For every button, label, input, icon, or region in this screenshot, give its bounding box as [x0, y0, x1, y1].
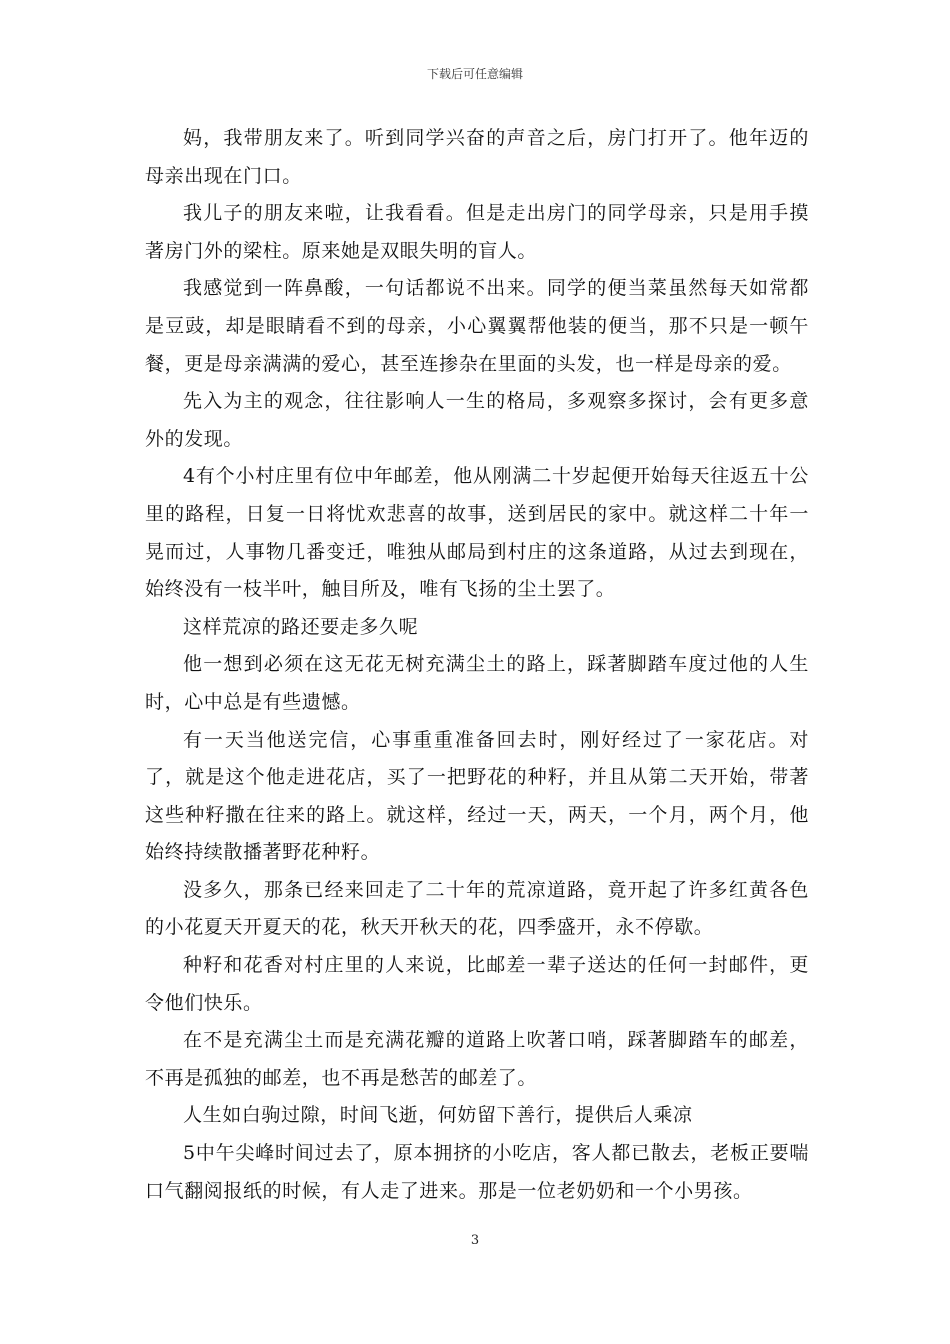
document-body [145, 120, 809, 1210]
paragraph: 这样荒凉的路还要走多久呢 [183, 615, 419, 638]
paragraph: 他一想到必须在这无花无树充满尘土的路上，踩著脚踏车度过他的人生时，心中总是有些遗憾。 [145, 653, 809, 713]
paragraph: 我儿子的朋友来啦，让我看看。但是走出房门的同学母亲，只是用手摸著房门外的梁柱。原来她是双眼失明的盲人。 [145, 202, 809, 262]
page-number: 3 [470, 1233, 480, 1248]
paragraph: 妈，我带朋友来了。听到同学兴奋的声音之后，房门打开了。他年迈的母亲出现在门口。 [145, 127, 809, 187]
paragraph: 5中午尖峰时间过去了，原本拥挤的小吃店，客人都已散去，老板正要喘口气翻阅报纸的时候，有人走了进来。那是一位老奶奶和一个小男孩。 [145, 1142, 809, 1202]
paragraph: 4有个小村庄里有位中年邮差，他从刚满二十岁起便开始每天往返五十公里的路程，日复一日将忧欢悲喜的故事，送到居民的家中。就这样二十年一晃而过，人事物几番变迁，唯独从邮局到村庄的这条道路，从过去到现在，始终没有一枝半叶，触目所及，唯有飞扬的尘土罢了。 [145, 465, 809, 601]
paragraph: 人生如白驹过隙，时间飞逝，何妨留下善行，提供后人乘凉 [183, 1104, 693, 1127]
paragraph: 有一天当他送完信，心事重重准备回去时，刚好经过了一家花店。对了，就是这个他走进花店，买了一把野花的种籽，并且从第二天开始，带著这些种籽撒在往来的路上。就这样，经过一天，两天，一个月，两个月，他始终持续散播著野花种籽。 [145, 728, 809, 864]
paragraph: 在不是充满尘土而是充满花瓣的道路上吹著口哨，踩著脚踏车的邮差，不再是孤独的邮差，也不再是愁苦的邮差了。 [145, 1029, 809, 1089]
paragraph: 种籽和花香对村庄里的人来说，比邮差一辈子送达的任何一封邮件，更令他们快乐。 [145, 954, 809, 1014]
page-header: 下载后可任意编辑 [426, 67, 523, 81]
paragraph: 没多久，那条已经来回走了二十年的荒凉道路，竟开起了许多红黄各色的小花夏天开夏天的花，秋天开秋天的花，四季盛开，永不停歇。 [145, 878, 809, 939]
paragraph: 先入为主的观念，往往影响人一生的格局，多观察多探讨，会有更多意外的发现。 [145, 390, 809, 450]
paragraph: 我感觉到一阵鼻酸，一句话都说不出来。同学的便当菜虽然每天如常都是豆豉，却是眼睛看不到的母亲，小心翼翼帮他装的便当，那不只是一顿午餐，更是母亲满满的爱心，甚至连掺杂在里面的头发，也一样是母亲的爱。 [145, 277, 809, 375]
